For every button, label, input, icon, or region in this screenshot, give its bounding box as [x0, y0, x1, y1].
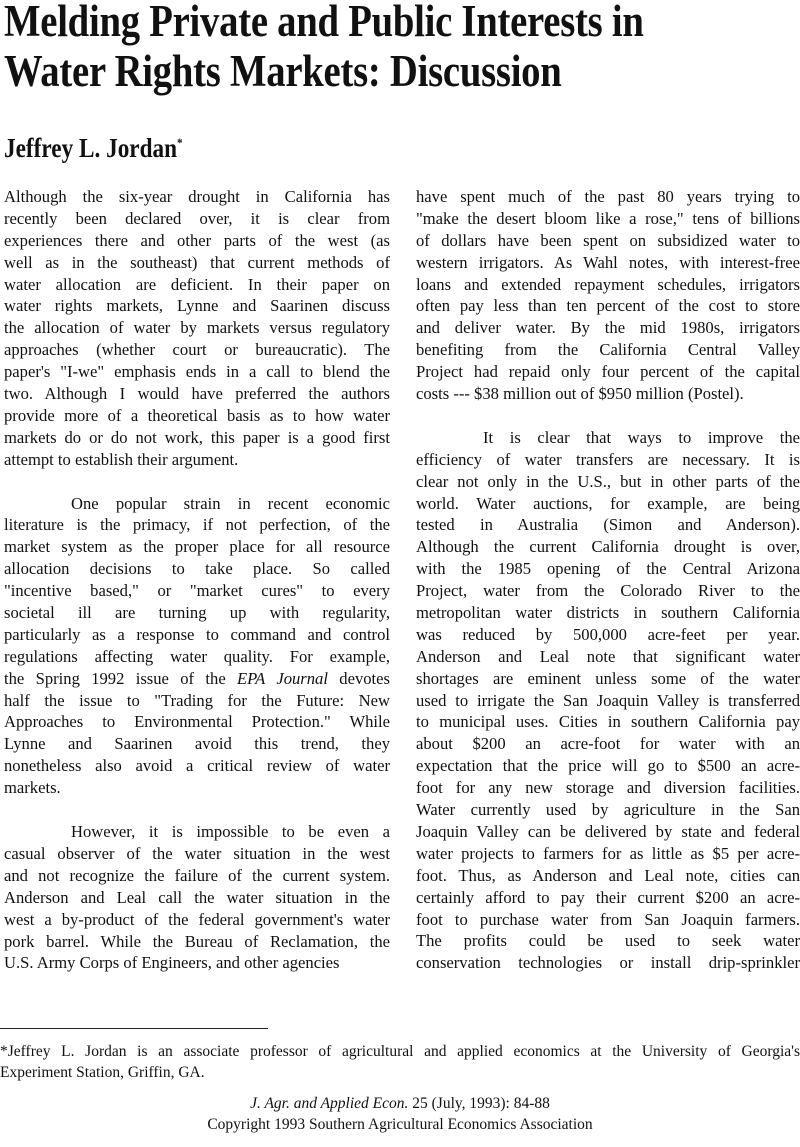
text-line: literature is the primacy, if not perfection, of the	[4, 515, 390, 535]
text-line: The profits could be used to seek water	[416, 931, 800, 951]
footnote-line: Experiment Station, Griffin, GA.	[0, 1064, 205, 1081]
text-line: tested in Australia (Simon and Anderson).	[416, 515, 800, 535]
text-line: loans and extended repayment schedules, irrigators	[416, 274, 800, 294]
text-line: costs --- $38 million out of $950 million (Postel).	[416, 384, 744, 404]
footnote-divider	[0, 1028, 268, 1029]
text-line: Joaquin Valley can be delivered by state and federal	[416, 821, 800, 841]
text-line: of dollars have been spent on subsidized water to	[416, 230, 800, 250]
text-line: experiences there and other parts of the west (as	[4, 230, 390, 250]
text-line: western irrigators. As Wahl notes, with interest-free	[416, 252, 800, 272]
text-line: benefiting from the California Central Valley	[416, 340, 800, 360]
text-line: market system as the proper place for all resource	[4, 537, 390, 557]
text-line: foot to purchase water from San Joaquin farmers.	[416, 909, 800, 929]
journal-name: J. Agr. and Applied Econ.	[250, 1095, 409, 1112]
text-line: societal ill are turning up with regularity,	[4, 603, 390, 623]
text-line: Approaches to Environmental Protection." While	[4, 712, 390, 732]
text-line: often pay less than ten percent of the cost to store	[416, 296, 800, 316]
text-line: It is clear that ways to improve the	[483, 427, 800, 447]
text-line: and not recognize the failure of the current system.	[4, 865, 390, 885]
paragraph	[416, 427, 800, 974]
text-line: west a by-product of the federal government's water	[4, 909, 390, 929]
author-name: Jeffrey L. Jordan	[4, 133, 178, 163]
copyright-line: Copyright 1993 Southern Agricultural Economics Association	[207, 1116, 593, 1133]
text-line: water allocation are deficient. In their paper on	[4, 274, 390, 294]
text-line: water projects to farmers for as little as $5 per acre-	[416, 843, 800, 863]
article-title	[4, 0, 689, 96]
text-line: half the issue to "Trading for the Future: New	[4, 690, 390, 710]
paragraph	[4, 821, 390, 974]
title-line-2: Water Rights Markets: Discussion	[4, 46, 562, 96]
text-line: used to irrigate the San Joaquin Valley is transferred	[416, 690, 800, 710]
text-line: approaches (whether court or bureaucratic). The	[4, 340, 390, 360]
text-line: conservation technologies or install drip-sprinkler	[416, 953, 800, 973]
text-line: allocation decisions to take place. So called	[4, 559, 390, 579]
text-line: the allocation of water by markets versus regulatory	[4, 318, 390, 338]
text-line: paper's "I-we" emphasis ends in a call to blend the	[4, 362, 390, 382]
text-line: the Spring 1992 issue of the EPA Journal devotes	[4, 668, 390, 688]
text-line: Project had repaid only four percent of the capital	[416, 362, 800, 382]
text-line: Anderson and Leal call the water situation in the	[4, 887, 390, 907]
author-footnote	[0, 1041, 800, 1083]
text-line: "incentive based," or "market cures" to every	[4, 581, 390, 601]
text-line: metropolitan water districts in southern California	[416, 603, 800, 623]
title-line-1: Melding Private and Public Interests in	[4, 0, 644, 46]
text-line: shortages are eminent unless some of the water	[416, 668, 800, 688]
citation-volume-pages: 25 (July, 1993): 84-88	[408, 1095, 550, 1112]
text-line: recently been declared over, it is clear from	[4, 208, 390, 228]
text-line: two. Although I would have preferred the authors	[4, 384, 390, 404]
italic-title: EPA Journal	[237, 668, 328, 688]
text-line: world. Water auctions, for example, are being	[416, 493, 800, 513]
author-byline	[4, 133, 183, 164]
paragraph	[4, 186, 390, 471]
text-line: foot. Thus, as Anderson and Leal note, cities can	[416, 865, 800, 885]
paragraph	[416, 186, 800, 405]
text-line: "make the desert bloom like a rose," tens of billions	[416, 208, 800, 228]
text-line: However, it is impossible to be even a	[71, 822, 390, 842]
text-line: about $200 an acre-foot for water with an	[416, 734, 800, 754]
text-line: with the 1985 opening of the Central Arizona	[416, 559, 800, 579]
journal-citation	[0, 1093, 800, 1135]
text-line: Anderson and Leal note that significant water	[416, 646, 800, 666]
paragraph-gap	[4, 799, 390, 821]
right-column	[416, 186, 800, 974]
text-line: efficiency of water transfers are necessary. It is	[416, 449, 800, 469]
text-line: well as in the southeast) that current methods of	[4, 252, 390, 272]
text-line: casual observer of the water situation in the west	[4, 843, 390, 863]
text-line: was reduced by 500,000 acre-feet per year.	[416, 624, 800, 644]
text-line: Although the current California drought is over,	[416, 537, 800, 557]
text-line: markets.	[4, 778, 61, 798]
text-line: to municipal uses. Cities in southern California pay	[416, 712, 800, 732]
text-line: certainly afford to pay their current $200 an acre-	[416, 887, 800, 907]
text-line: have spent much of the past 80 years trying to	[416, 187, 800, 206]
paragraph-gap	[416, 405, 800, 427]
author-footnote-marker: *	[177, 135, 183, 150]
text-line: Although the six-year drought in California has	[4, 187, 390, 206]
text-line: nonetheless also avoid a critical review of water	[4, 756, 390, 776]
text-line: clear not only in the U.S., but in other parts of the	[416, 471, 800, 491]
text-line: U.S. Army Corps of Engineers, and other agencies	[4, 953, 340, 973]
footnote-line: *Jeffrey L. Jordan is an associate professor of agricultural and applied economics at the University of Georgia's	[0, 1043, 800, 1060]
text-line: pork barrel. While the Bureau of Reclamation, the	[4, 931, 390, 951]
text-line: regulations affecting water quality. For example,	[4, 646, 390, 666]
text-line: Lynne and Saarinen avoid this trend, they	[4, 734, 390, 754]
text-line: One popular strain in recent economic	[71, 493, 390, 513]
text-line: and deliver water. By the mid 1980s, irrigators	[416, 318, 800, 338]
text-line: provide more of a theoretical basis as to how water	[4, 405, 390, 425]
text-line: Project, water from the Colorado River to the	[416, 581, 800, 601]
citation-line	[0, 1093, 800, 1114]
text-line: markets do or do not work, this paper is a good first	[4, 427, 390, 447]
text-line: Water currently used by agriculture in the San	[416, 800, 800, 820]
paragraph	[4, 493, 390, 799]
text-line: attempt to establish their argument.	[4, 449, 239, 469]
text-line: foot for any new storage and diversion facilities.	[416, 778, 800, 798]
left-column	[4, 186, 390, 974]
text-line: expectation that the price will go to $500 an acre-	[416, 756, 800, 776]
paragraph-gap	[4, 471, 390, 493]
text-line: water rights markets, Lynne and Saarinen discuss	[4, 296, 390, 316]
text-line: particularly as a response to command and control	[4, 624, 390, 644]
